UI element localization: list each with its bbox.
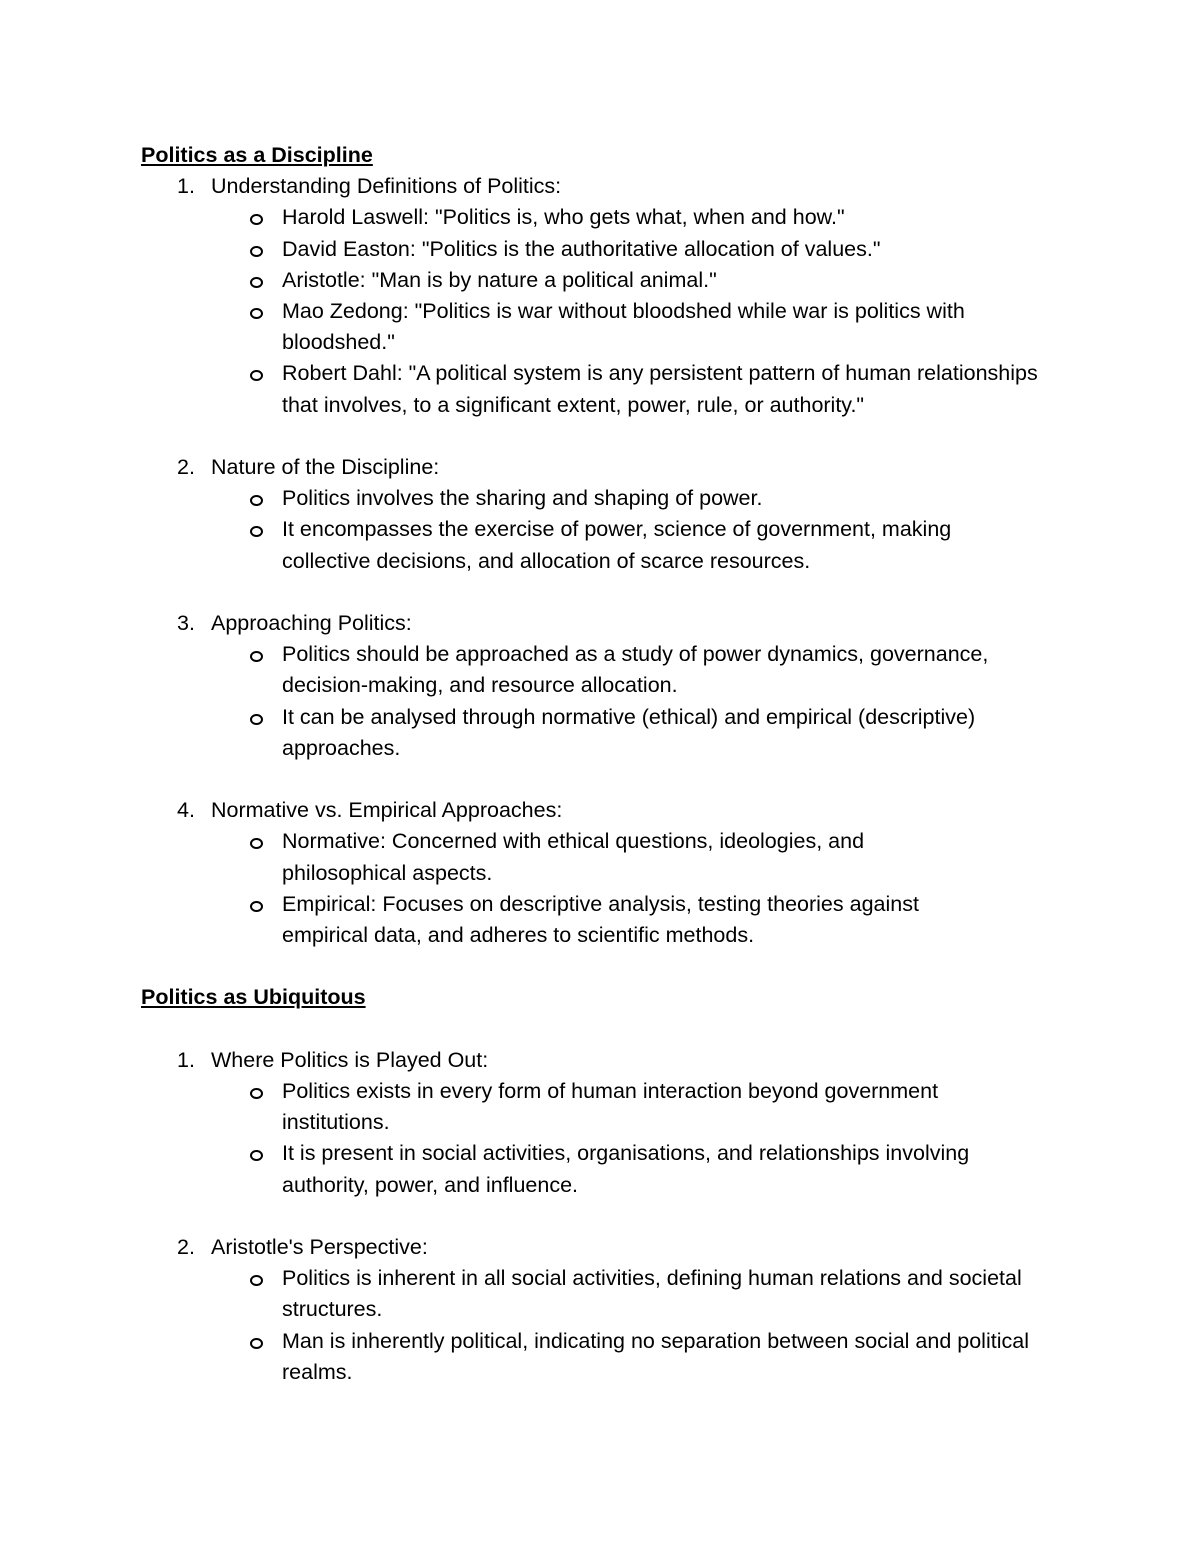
list-number: 2. [177,1234,195,1259]
bullet-text: Man is inherently political, indicating no separation between social and political realms. [282,1328,1029,1384]
list-item-label: Approaching Politics: [211,611,412,635]
bullet-circle-icon [250,514,264,545]
list-number: 1. [177,1047,195,1072]
list-item [141,171,1081,202]
bullet-item [282,483,1042,514]
bullet-circle-icon [250,1076,264,1107]
list-item-label: Nature of the Discipline: [211,455,440,479]
list-item [141,608,1081,639]
bullet-text: Politics is inherent in all social activities, defining human relations and societal structures. [282,1266,1022,1322]
bullet-item [282,826,942,888]
bullet-item [282,358,1072,420]
list-item [141,452,1081,483]
bullet-circle-icon [250,702,264,733]
bullet-circle-icon [250,483,264,514]
bullet-text: Politics exists in every form of human interaction beyond government institutions. [282,1078,939,1135]
bullet-circle-icon [250,1326,264,1357]
bullet-text: Politics should be approached as a study of power dynamics, governance, decision-making, and resource allocation. [282,642,989,698]
bullet-item [282,889,1002,951]
bullet-item [282,296,1037,358]
bullet-circle-icon [250,826,264,857]
list-item-label: Understanding Definitions of Politics: [211,174,562,199]
bullet-item [282,1076,1022,1138]
bullet-text: It is present in social activities, organisations, and relationships involving authority, power, and influence. [282,1141,970,1197]
bullet-item [282,702,1052,764]
list-item [141,1232,1081,1263]
bullet-circle-icon [250,889,264,920]
bullet-circle-icon [250,234,264,265]
section-heading: Politics as a Discipline [141,143,373,167]
list-number: 2. [177,455,195,479]
bullet-text: Empirical: Focuses on descriptive analysis, testing theories against empirical data, and adheres to scientific methods. [282,891,919,948]
list-number: 3. [177,611,195,635]
bullet-text: Robert Dahl: "A political system is any persistent pattern of human relationships that involves, to a significant extent, power, rule, or authority." [282,361,1038,417]
list-item-label: Where Politics is Played Out: [211,1047,489,1072]
list-number: 4. [177,798,195,823]
bullet-text: Harold Laswell: "Politics is, who gets what, when and how." [282,205,845,230]
bullet-circle-icon [250,1263,264,1294]
list-number: 1. [177,174,195,199]
bullet-circle-icon [250,639,264,670]
bullet-text: It can be analysed through normative (ethical) and empirical (descriptive) approaches. [282,704,976,760]
bullet-text: It encompasses the exercise of power, science of government, making collective decisions, and allocation of scarce resources. [282,517,952,573]
bullet-text: Politics involves the sharing and shaping of power. [282,486,763,511]
bullet-text: Normative: Concerned with ethical questions, ideologies, and philosophical aspects. [282,829,865,885]
bullet-circle-icon [250,202,264,233]
bullet-text: Aristotle: "Man is by nature a political animal." [282,267,717,292]
bullet-circle-icon [250,265,264,296]
bullet-circle-icon [250,296,264,327]
section-heading: Politics as Ubiquitous [141,985,366,1010]
bullet-item [282,1263,1022,1325]
document-page [141,140,1081,1388]
list-item-label: Aristotle's Perspective: [211,1234,428,1259]
bullet-item [282,514,1022,576]
list-item-label: Normative vs. Empirical Approaches: [211,798,563,823]
bullet-item [282,234,1042,265]
bullet-item [282,202,1042,233]
bullet-circle-icon [250,358,264,389]
bullet-item [282,1326,1032,1388]
bullet-item [282,265,1042,296]
list-item [141,1045,1081,1076]
bullet-item [282,639,1072,701]
bullet-text: Mao Zedong: "Politics is war without bloodshed while war is politics with bloodshed." [282,299,965,355]
list-item [141,795,1081,826]
bullet-text: David Easton: "Politics is the authoritative allocation of values." [282,236,881,261]
bullet-item [282,1138,1052,1200]
bullet-circle-icon [250,1138,264,1169]
